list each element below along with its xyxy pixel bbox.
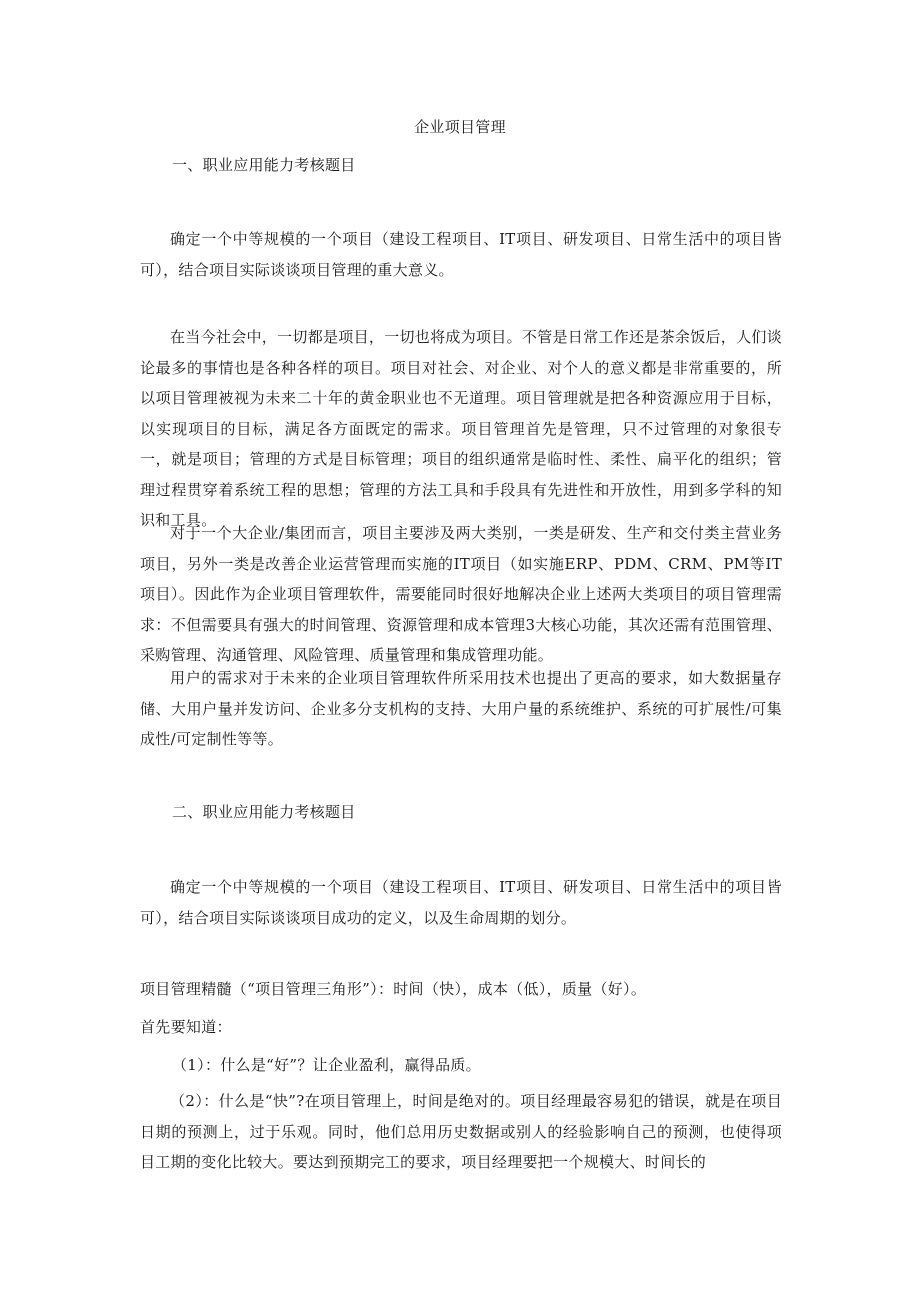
document-title: 企业项目管理 [414, 118, 506, 136]
point-1: （1）：什么是“好”？让企业盈利，赢得品质。 [172, 1056, 481, 1074]
point-2: （2）：什么是“快”?在项目管理上，时间是绝对的。项目经理最容易犯的错误，就是在项目日期的预测上，过于乐观。同时，他们总用历史数据或别人的经验影响自己的预测，也使得项目工期的变化比较大。要达到预期完工的要求，项目经理要把一个规模大、时间长的 [140, 1092, 782, 1171]
section-heading-1: 一、职业应用能力考核题目 [172, 156, 356, 174]
question-1: 确定一个中等规模的一个项目（建设工程项目、IT项目、研发项目、日常生活中的项目皆可），结合项目实际谈谈项目管理的重大意义。 [140, 230, 782, 279]
answer-1-paragraph-2: 对于一个大企业/集团而言，项目主要涉及两大类别，一类是研发、生产和交付类主营业务项目，另外一类是改善企业运营管理而实施的IT项目（如实施ERP、PDM、CRM、PM等IT项目）。因此作为企业项目管理软件，需要能同时很好地解决企业上述两大类项目的项目管理需求：不但需要具有强大的时间管理、资源管理和成本管理3大核心功能，其次还需有范围管理、采购管理、沟通管理、风险管理、质量管理和集成管理功能。 [140, 524, 782, 664]
answer-1-paragraph-3: 用户的需求对于未来的企业项目管理软件所采用技术也提出了更高的要求，如大数据量存储、大用户量并发访问、企业多分支机构的支持、大用户量的系统维护、系统的可扩展性/可集成性/可定制性等等。 [140, 669, 782, 748]
question-2: 确定一个中等规模的一个项目（建设工程项目、IT项目、研发项目、日常生活中的项目皆可），结合项目实际谈谈项目成功的定义，以及生命周期的划分。 [140, 878, 782, 927]
section-heading-2: 二、职业应用能力考核题目 [172, 803, 356, 821]
first-know-line: 首先要知道： [140, 1018, 232, 1036]
answer-1-paragraph-1: 在当今社会中，一切都是项目，一切也将成为项目。不管是日常工作还是茶余饭后，人们谈论最多的事情也是各种各样的项目。项目对社会、对企业、对个人的意义都是非常重要的，所以项目管理被视为未来二十年的黄金职业也不无道理。项目管理就是把各种资源应用于目标，以实现项目的目标，满足各方面既定的需求。项目管理首先是管理，只不过管理的对象很专一，就是项目；管理的方式是目标管理；项目的组织通常是临时性、柔性、扁平化的组织；管理过程贯穿着系统工程的思想；管理的方法工具和手段具有先进性和开放性，用到多学科的知识和工具。 [140, 328, 783, 529]
essence-line: 项目管理精髓（“项目管理三角形”）：时间（快），成本（低），质量（好）。 [140, 980, 647, 998]
